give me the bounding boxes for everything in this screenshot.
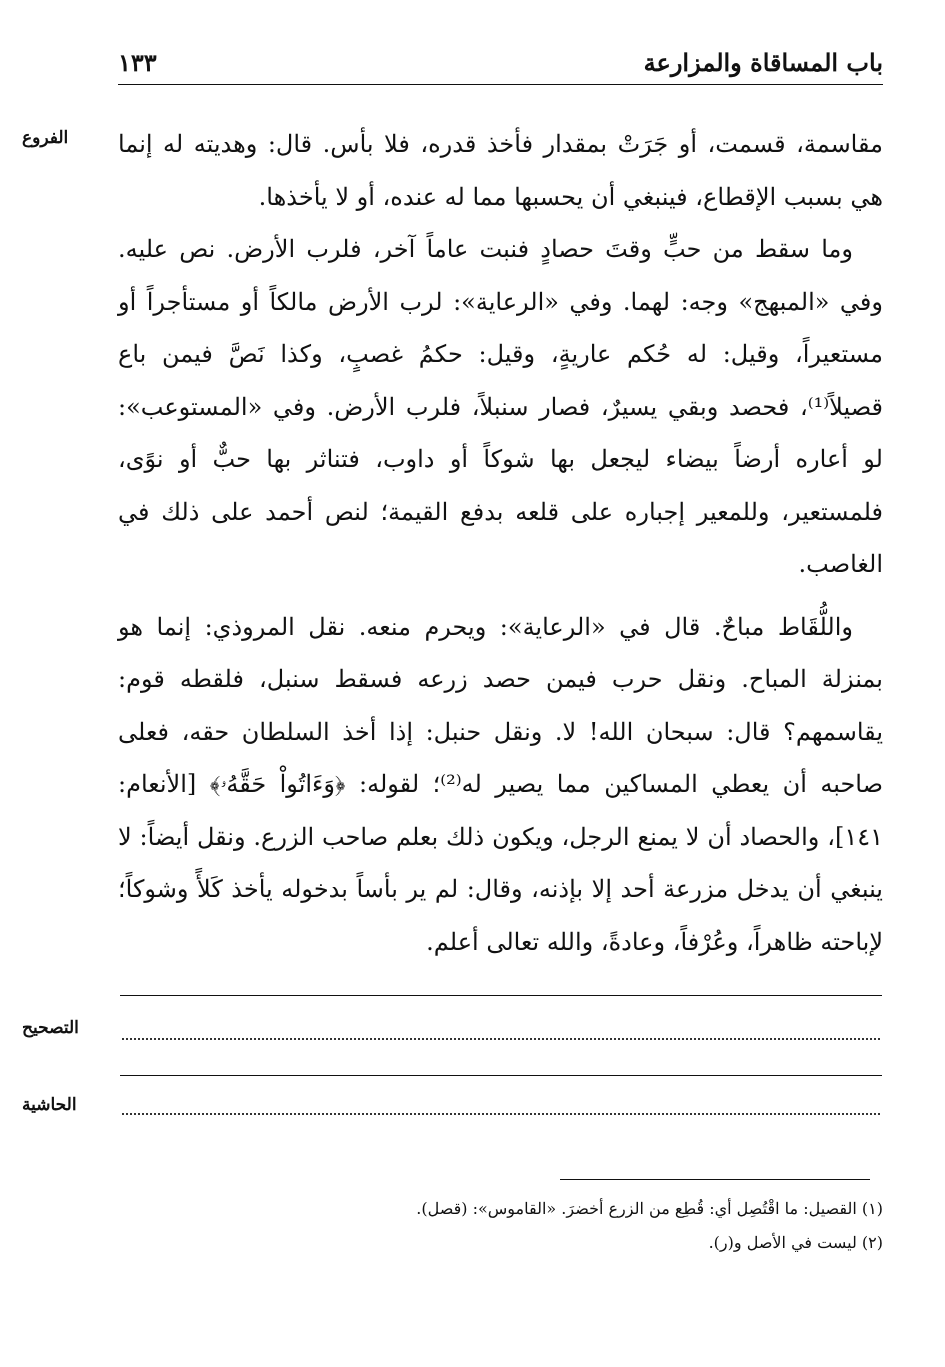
chapter-title: باب المساقاة والمزارعة xyxy=(643,48,883,77)
sidebar-label-furu: الفروع xyxy=(22,128,69,148)
paragraph-3: واللُّقَاط مباحٌ. قال في «الرعاية»: ويحرم منعه. نقل المروذي: إنما هو بمنزلة المباح. ونقل حرب فيمن حصد زرعه فسقط سنبل، فلقطه قوم: يقاسمهم؟ قال: سبحان الله! لا. ونقل حنبل: إذا أخذ السلطان حقه، فعلى صاحبه أن يعطي المساكين مما يصير له⁽²⁾؛ لقوله: ﴿وَءَاتُواْ حَقَّهُۥ﴾ [الأنعام: ١٤١]، والحصاد أن لا يمنع الرجل، ويكون ذلك بعلم صاحب الزرع. ونقل أيضاً: لا ينبغي أن يدخل مزرعة أحد إلا بإذنه، وقال: لم ير بأساً بدخوله يأخذ كَلأً وشوكاً؛ لإباحته ظاهراً، وعُرْفاً، وعادةً، والله تعالى أعلم. xyxy=(118,612,884,956)
footnotes xyxy=(118,1192,883,1260)
page-number: ١٣٣ xyxy=(118,48,157,77)
sidebar-label-margin: الحاشية xyxy=(22,1095,77,1115)
footnote-1: (١) القصيل: ما اقْتُصِل أي: قُطِع من الزرع أخضرَ. «القاموس»: (قصل). xyxy=(416,1199,883,1218)
sidebar-label-correction: التصحيح xyxy=(22,1018,79,1038)
margin-dotted-line xyxy=(122,1113,880,1115)
footnote-2: (٢) ليست في الأصل و(ر). xyxy=(708,1233,883,1252)
paragraph-1: مقاسمة، قسمت، أو جَرَتْ بمقدار فأخذ قدره، فلا بأس. قال: وهديته له إنما هي بسبب الإقطاع، فينبغي أن يحسبها مما له عنده، أو لا يأخذها. xyxy=(118,130,883,211)
section-divider-top xyxy=(120,995,882,996)
running-header xyxy=(118,44,883,85)
paragraph-2: وما سقط من حبٍّ وقتَ حصادٍ فنبت عاماً آخر، فلرب الأرض. نص عليه. وفي «المبهج» وجه: لهما. وفي «الرعاية»: لرب الأرض مالكاً أو مستأجراً أو مستعيراً، وقيل: له حُكم عاريةٍ، وقيل: حكمُ غصبٍ، وكذا نَصَّ فيمن باع قصيلاً⁽¹⁾، فحصد وبقي يسيرٌ، فصار سنبلاً، فلرب الأرض. وفي «المستوعب»: لو أعاره أرضاً بيضاء ليجعل بها شوكاً أو داوب، فتناثر بها حبٌّ أو نوًى، فلمستعير، وللمعير إجباره على قلعه بدفع القيمة؛ لنص أحمد على ذلك في الغاصب. xyxy=(118,235,883,578)
section-divider-middle xyxy=(120,1075,882,1076)
footnote-separator xyxy=(560,1179,870,1180)
correction-dotted-line xyxy=(122,1038,880,1040)
main-text xyxy=(118,118,883,968)
